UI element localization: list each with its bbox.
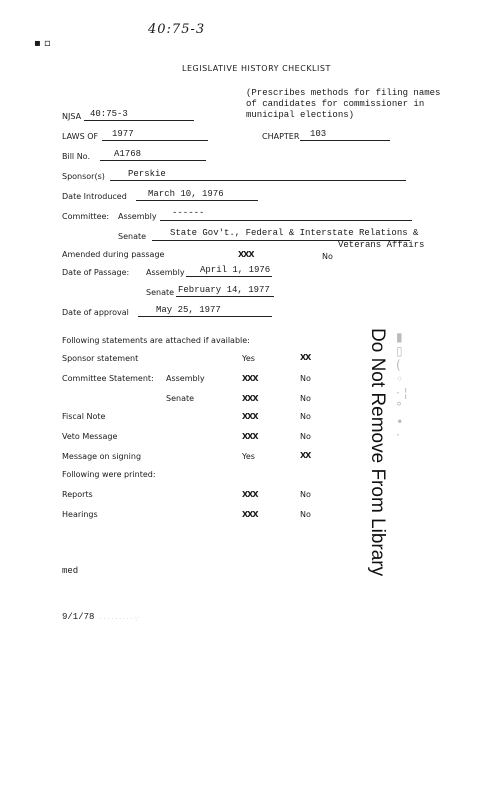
faint-marks: · · · · · · · · · ∵ [100,616,139,623]
message-on-signing-no-struck: XX [300,451,311,460]
committee-assembly-label: Assembly [118,212,157,221]
sponsors-label: Sponsor(s) [62,172,105,181]
sponsor-statement-yes: Yes [242,354,255,363]
committee-senate-statement-label: Senate [166,394,195,403]
fiscal-note-no: No [300,412,311,421]
reports-label: Reports [62,490,93,499]
chapter-label: CHAPTER [262,132,300,141]
committee-senate-value: State Gov't., Federal & Interstate Relations & [170,228,419,238]
hearings-yes-struck: XXX [242,510,258,519]
amended-yes-struck: XXX [238,250,254,259]
passage-senate-value: February 14, 1977 [178,285,270,295]
stray-mark: ▪ ▫ [34,38,51,49]
footer-date: 9/1/78 [62,612,95,622]
veto-message-yes-struck: XXX [242,432,258,441]
committee-assembly-yes-struck: XXX [242,374,258,383]
bill-no-label: Bill No. [62,152,90,161]
njsa-value: 40:75-3 [90,109,128,119]
date-of-approval-label: Date of approval [62,308,129,317]
veto-message-no: No [300,432,311,441]
committee-statement-label: Committee Statement: [62,374,154,383]
fiscal-note-label: Fiscal Note [62,412,106,421]
laws-of-label: LAWS OF [62,132,99,141]
document-title: LEGISLATIVE HISTORY CHECKLIST [182,64,331,73]
date-of-passage-label: Date of Passage: [62,268,130,277]
committee-senate-no: No [300,394,311,403]
passage-assembly-label: Assembly [146,268,185,277]
committee-assembly-no: No [300,374,311,383]
hearings-label: Hearings [62,510,98,519]
passage-assembly-value: April 1, 1976 [200,265,271,275]
bill-description: (Prescribes methods for filing names of candidates for commissioner in municipal elections) [246,88,441,120]
bill-no-value: A1768 [114,149,142,159]
reports-no: No [300,490,311,499]
committee-assembly-value: ------ [172,208,205,218]
do-not-remove-stamp: Do Not Remove From Library [367,328,388,577]
sponsor-statement-no-struck: XX [300,353,311,362]
message-on-signing-yes: Yes [242,452,255,461]
message-on-signing-label: Message on signing [62,452,142,461]
committee-senate-label: Senate [118,232,147,241]
veto-message-label: Veto Message [62,432,118,441]
date-of-approval-value: May 25, 1977 [156,305,221,315]
laws-of-value: 1977 [112,129,134,139]
initials: med [62,566,79,576]
amended-no: No [322,252,333,261]
committee-label: Committee: [62,212,110,221]
committee-statement-assembly-label: Assembly [166,374,205,383]
fiscal-note-yes-struck: XXX [242,412,258,421]
committee-senate-yes-struck: XXX [242,394,258,403]
committee-senate-value-2: Veterans Affairs [338,240,425,250]
hearings-no: No [300,510,311,519]
passage-senate-label: Senate [146,288,175,297]
njsa-label: NJSA [62,112,82,121]
sponsors-value: Perskie [128,169,166,179]
following-attached-heading: Following statements are attached if available: [62,336,250,345]
stamp-smudge: ▮ ▯ ( ◦ · ¦ ° ∙ · [396,330,408,442]
chapter-value: 103 [310,129,327,139]
date-introduced-label: Date Introduced [62,192,127,201]
handwritten-number: 40:75-3 [148,22,206,37]
sponsor-statement-label: Sponsor statement [62,354,139,363]
date-introduced-value: March 10, 1976 [148,189,224,199]
amended-label: Amended during passage [62,250,165,259]
following-printed-heading: Following were printed: [62,470,156,479]
reports-yes-struck: XXX [242,490,258,499]
